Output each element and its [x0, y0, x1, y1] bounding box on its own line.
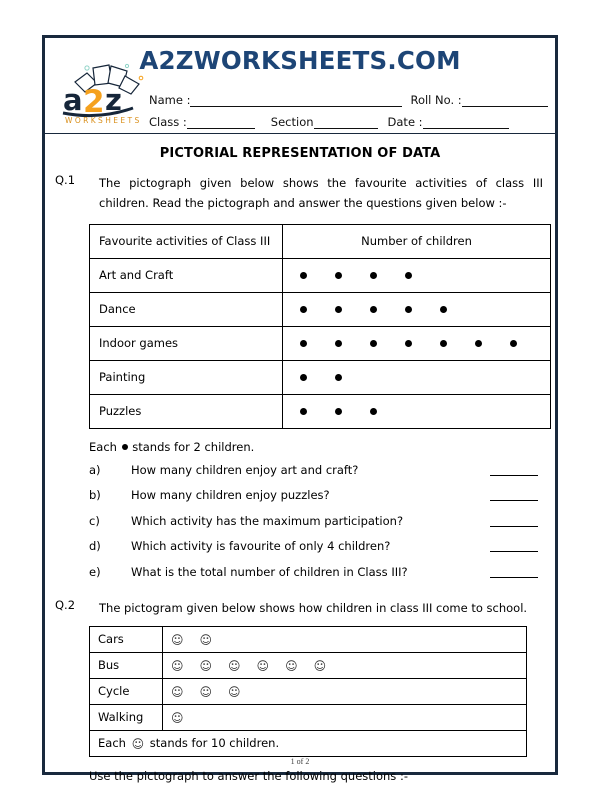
- question-1-text: The pictograph given below shows the favourite activities of class III children. Read the pictograph and answer the questions given below :-: [99, 176, 543, 211]
- filled-circle-icon: [475, 340, 482, 347]
- smiley-face-icon: ☺: [199, 658, 213, 673]
- subquestion-row: [45, 488, 555, 514]
- question-2-number: Q.2: [55, 598, 76, 613]
- filled-circle-icon: [300, 306, 307, 313]
- filled-circle-icon: [300, 340, 307, 347]
- filled-circle-icon: [405, 306, 412, 313]
- subquestion-text: How many children enjoy puzzles?: [131, 488, 330, 503]
- svg-text:z: z: [105, 83, 122, 117]
- transport-smileys: [163, 626, 527, 652]
- filled-circle-icon: [335, 408, 342, 415]
- filled-circle-icon: [335, 272, 342, 279]
- activity-label: Dance: [90, 292, 283, 326]
- transport-label: Cycle: [90, 678, 163, 704]
- smiley-face-icon: ☺: [171, 658, 184, 673]
- transport-label: Walking: [90, 704, 163, 730]
- activity-label: Art and Craft: [90, 258, 283, 292]
- transport-label: Bus: [90, 652, 163, 678]
- filled-circle-icon: [300, 272, 307, 279]
- smiley-face-icon: ☺: [199, 632, 213, 647]
- class-label: Class :: [149, 115, 187, 129]
- subquestion-label: c): [89, 513, 100, 528]
- worksheet-page: [42, 35, 558, 783]
- transport-smileys: [163, 678, 527, 704]
- name-roll-row: [149, 93, 549, 107]
- filled-circle-icon: [335, 306, 342, 313]
- activity-label: Painting: [90, 360, 283, 394]
- legend-1: [89, 440, 555, 454]
- table-header-row: [90, 224, 551, 258]
- table-row: [90, 292, 551, 326]
- subquestion-label: a): [89, 462, 101, 477]
- activity-label: Puzzles: [90, 394, 283, 428]
- answer-blank[interactable]: [490, 577, 538, 578]
- section-label: Section: [270, 115, 314, 129]
- question-1-number: Q.1: [55, 173, 76, 187]
- a2z-worksheets-logo: [57, 56, 155, 126]
- roll-no-label: Roll No. :: [410, 93, 462, 107]
- table-row: [90, 704, 527, 730]
- filled-circle-icon: [370, 340, 377, 347]
- pictograph-table-1: [89, 224, 551, 429]
- transport-smileys: [163, 704, 527, 730]
- answer-blank[interactable]: [490, 526, 538, 527]
- subquestion-row: [45, 463, 555, 489]
- filled-circle-icon: [370, 306, 377, 313]
- date-label: Date :: [387, 115, 423, 129]
- smiley-face-icon: ☺: [199, 684, 213, 699]
- activity-label: Indoor games: [90, 326, 283, 360]
- table-row: [90, 394, 551, 428]
- name-input[interactable]: [190, 95, 402, 107]
- smiley-face-icon: ☺: [256, 658, 270, 673]
- smiley-face-icon: ☺: [171, 632, 184, 647]
- filled-circle-icon: [122, 444, 128, 450]
- legend-row: [90, 730, 527, 756]
- filled-circle-icon: [405, 272, 412, 279]
- smiley-face-icon: ☺: [171, 710, 184, 725]
- page-title: PICTORIAL REPRESENTATION OF DATA: [159, 146, 441, 161]
- name-label: Name :: [149, 93, 191, 107]
- pictogram-table-2: [89, 626, 527, 757]
- table-row: [90, 360, 551, 394]
- table-row: [90, 678, 527, 704]
- activity-dots: [283, 394, 551, 428]
- activity-dots: [283, 326, 551, 360]
- svg-text:WORKSHEETS: WORKSHEETS: [65, 116, 142, 125]
- filled-circle-icon: [300, 374, 307, 381]
- answer-blank[interactable]: [490, 500, 538, 501]
- section-input[interactable]: [314, 117, 378, 129]
- transport-label: Cars: [90, 626, 163, 652]
- question-2-block: [55, 598, 543, 618]
- legend-1-suffix: stands for 2 children.: [132, 439, 255, 454]
- filled-circle-icon: [440, 340, 447, 347]
- activity-dots: [283, 360, 551, 394]
- smiley-face-icon: ☺: [228, 658, 241, 673]
- smiley-face-icon: ☺: [171, 684, 184, 699]
- subquestion-row: [45, 565, 555, 591]
- subquestion-row: [45, 514, 555, 540]
- table-row: [90, 626, 527, 652]
- filled-circle-icon: [335, 340, 342, 347]
- date-input[interactable]: [423, 117, 509, 129]
- filled-circle-icon: [510, 340, 517, 347]
- filled-circle-icon: [370, 272, 377, 279]
- subquestion-text: Which activity is favourite of only 4 children?: [131, 539, 391, 554]
- smiley-face-icon: ☺: [131, 736, 145, 751]
- activity-dots: [283, 292, 551, 326]
- table-header-activities: Favourite activities of Class III: [90, 224, 283, 258]
- svg-text:2: 2: [83, 84, 105, 120]
- activity-dots: [283, 258, 551, 292]
- transport-smileys: [163, 652, 527, 678]
- subquestion-label: b): [89, 488, 101, 503]
- filled-circle-icon: [370, 408, 377, 415]
- filled-circle-icon: [440, 306, 447, 313]
- svg-text:a: a: [63, 83, 83, 117]
- smiley-face-icon: ☺: [313, 658, 327, 673]
- filled-circle-icon: [335, 374, 342, 381]
- filled-circle-icon: [405, 340, 412, 347]
- brand-title: A2ZWORKSHEETS.COM: [139, 46, 461, 75]
- legend-2: Each ☺ stands for 10 children.: [90, 730, 527, 756]
- page-footer: 1 of 2: [290, 757, 310, 766]
- worksheet-header: [45, 38, 555, 134]
- closing-instruction: Use the pictograph to answer the following questions :-: [89, 768, 408, 783]
- smiley-face-icon: ☺: [285, 658, 298, 673]
- table-header-count: Number of children: [283, 224, 551, 258]
- class-section-date-row: [149, 115, 549, 129]
- table-row: [90, 652, 527, 678]
- table-row: [90, 326, 551, 360]
- subquestion-text: What is the total number of children in Class III?: [131, 564, 408, 579]
- question-1-subquestions: [45, 463, 555, 591]
- filled-circle-icon: [300, 408, 307, 415]
- roll-no-input[interactable]: [462, 95, 548, 107]
- subquestion-text: Which activity has the maximum participation?: [131, 513, 404, 528]
- smiley-face-icon: ☺: [228, 684, 241, 699]
- table-row: [90, 258, 551, 292]
- question-1-block: [55, 173, 543, 214]
- class-input[interactable]: [187, 117, 255, 129]
- subquestion-text: How many children enjoy art and craft?: [131, 462, 359, 477]
- answer-blank[interactable]: [490, 475, 538, 476]
- subquestion-label: d): [89, 539, 101, 554]
- subquestion-row: [45, 539, 555, 565]
- legend-1-prefix: Each: [89, 439, 117, 454]
- question-2-text: The pictogram given below shows how children in class III come to school.: [99, 601, 528, 616]
- answer-blank[interactable]: [490, 551, 538, 552]
- subquestion-label: e): [89, 564, 101, 579]
